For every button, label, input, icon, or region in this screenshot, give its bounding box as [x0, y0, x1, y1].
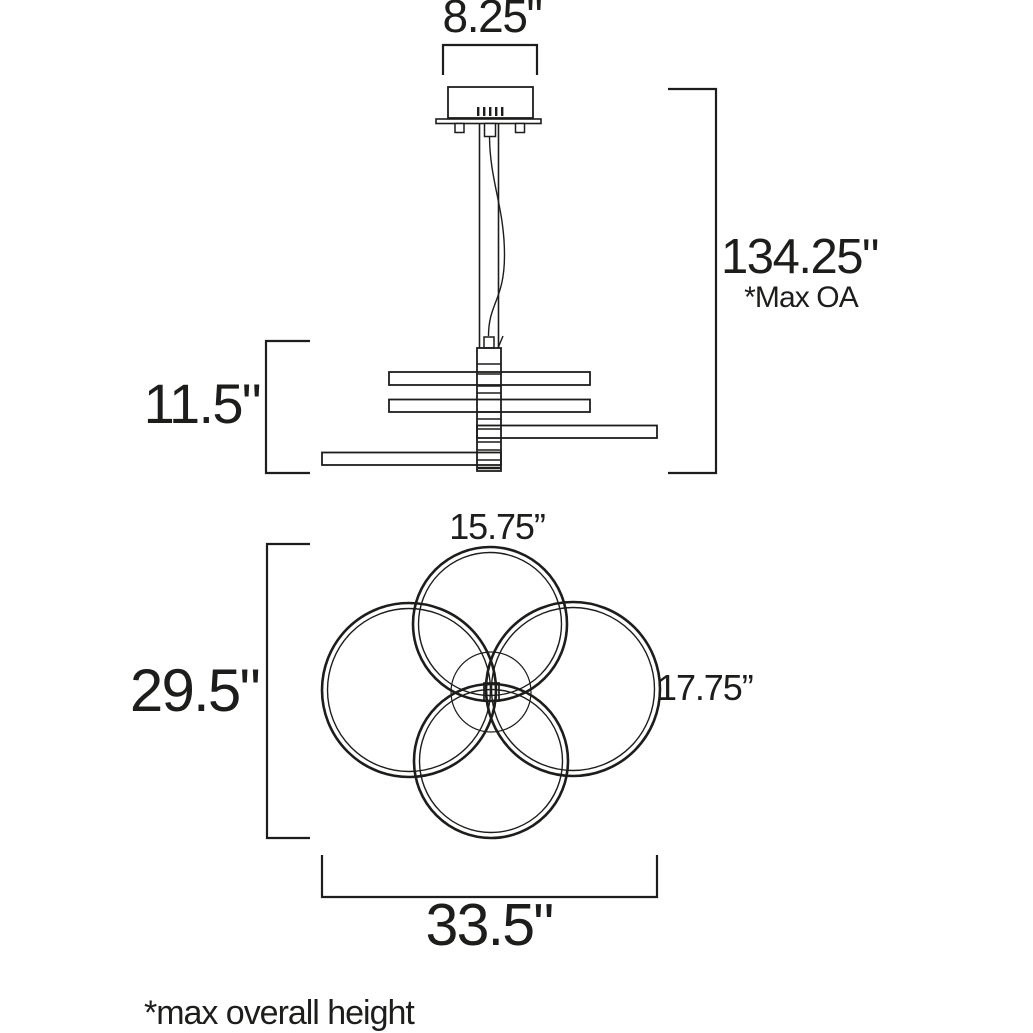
stem-connector: [485, 124, 496, 137]
mounting-foot-left: [455, 124, 464, 133]
light-bar-4: [322, 453, 501, 466]
large-ring-diameter-label: 17.75”: [657, 667, 753, 708]
max-height-dimension-bracket: [668, 89, 716, 473]
canopy-width-dimension-bracket: [443, 45, 537, 75]
max-height-note: *Max OA: [744, 281, 858, 314]
cord-connector: [484, 337, 494, 348]
ring-right-outer: [486, 602, 660, 776]
plan-width-dimension-bracket: [322, 855, 657, 897]
ring-top-inner: [419, 553, 562, 696]
body-height-label: 11.5": [143, 372, 260, 435]
ring-bottom-inner: [420, 690, 563, 833]
light-bar-2: [389, 400, 590, 413]
light-bar-3: [477, 426, 657, 439]
plan-depth-label: 29.5": [129, 657, 259, 724]
power-cord: [489, 137, 505, 336]
ring-left-inner: [328, 609, 491, 772]
max-height-label: 134.25": [721, 230, 878, 284]
ring-bottom-outer: [414, 684, 568, 838]
footnote-max-overall-height: *max overall height: [144, 994, 414, 1032]
body-height-dimension-bracket: [266, 341, 310, 473]
mounting-foot-right: [516, 124, 525, 133]
canopy-width-label: 8.25": [442, 0, 542, 42]
ring-left-outer: [322, 603, 496, 777]
plan-depth-dimension-bracket: [267, 544, 310, 838]
plan-width-label: 33.5": [425, 892, 553, 958]
small-ring-diameter-label: 15.75”: [449, 506, 545, 547]
